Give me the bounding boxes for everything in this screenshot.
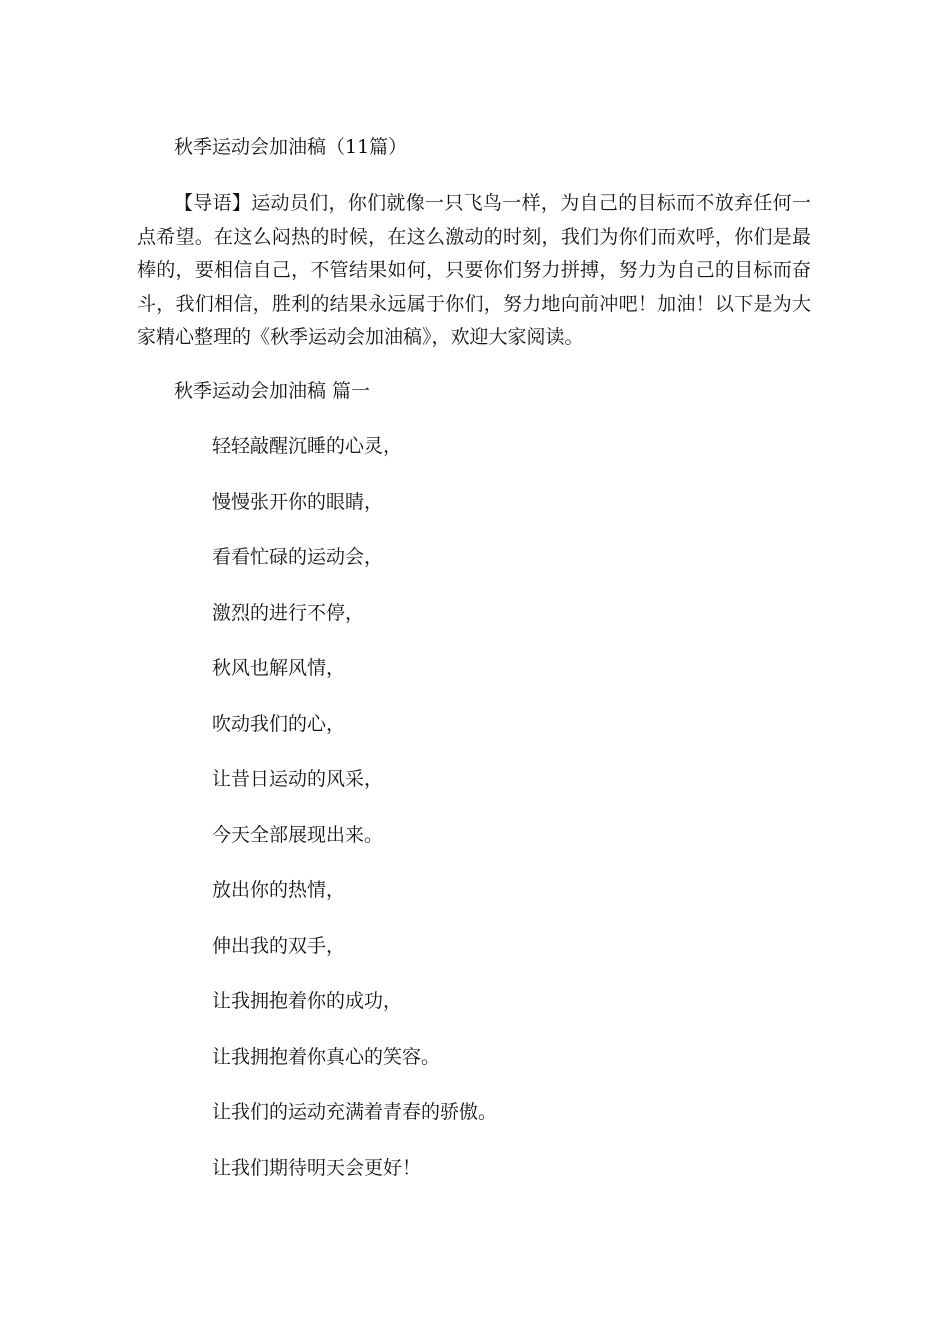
- poem-line: 轻轻敲醒沉睡的心灵，: [212, 435, 403, 457]
- section-title: 秋季运动会加油稿 篇一: [174, 380, 371, 402]
- intro-label: 【导语】: [174, 192, 252, 214]
- poem-line: 今天全部展现出来。: [212, 823, 384, 846]
- poem-line: 慢慢张开你的眼睛，: [212, 490, 384, 513]
- poem-line: 伸出我的双手，: [212, 934, 346, 957]
- poem-line: 看看忙碌的运动会，: [212, 546, 384, 568]
- poem-line: 让我们的运动充满着青春的骄傲。: [212, 1101, 498, 1123]
- poem-line: 放出你的热情，: [212, 879, 346, 901]
- poem: [212, 432, 497, 1209]
- poem-line: 吹动我们的心，: [212, 712, 346, 735]
- poem-line: 让我拥抱着你真心的笑容。: [212, 1045, 441, 1068]
- poem-line: 让我拥抱着你的成功，: [212, 990, 403, 1012]
- poem-line: 激烈的进行不停，: [212, 601, 365, 624]
- poem-line: 让我们期待明天会更好！: [212, 1156, 422, 1179]
- poem-line: 让昔日运动的风采，: [212, 768, 384, 790]
- intro-text: 运动员们，你们就像一只飞鸟一样，为自己的目标而不放弃任何一点希望。在这么闷热的时候，在这么激动的时刻，我们为你们而欢呼，你们是最棒的，要相信自己，不管结果如何，只要你们努力拼搏，努力为自己的目标而奋斗，我们相信，胜利的结果永远属于你们，努力地向前冲吧！加油！以下是为大家精心整理的《秋季运动会加油稿》，欢迎大家阅读。: [137, 192, 811, 348]
- poem-line: 秋风也解风情，: [212, 657, 346, 679]
- intro-paragraph: [137, 187, 811, 355]
- document-title: 秋季运动会加油稿（11篇）: [174, 136, 408, 158]
